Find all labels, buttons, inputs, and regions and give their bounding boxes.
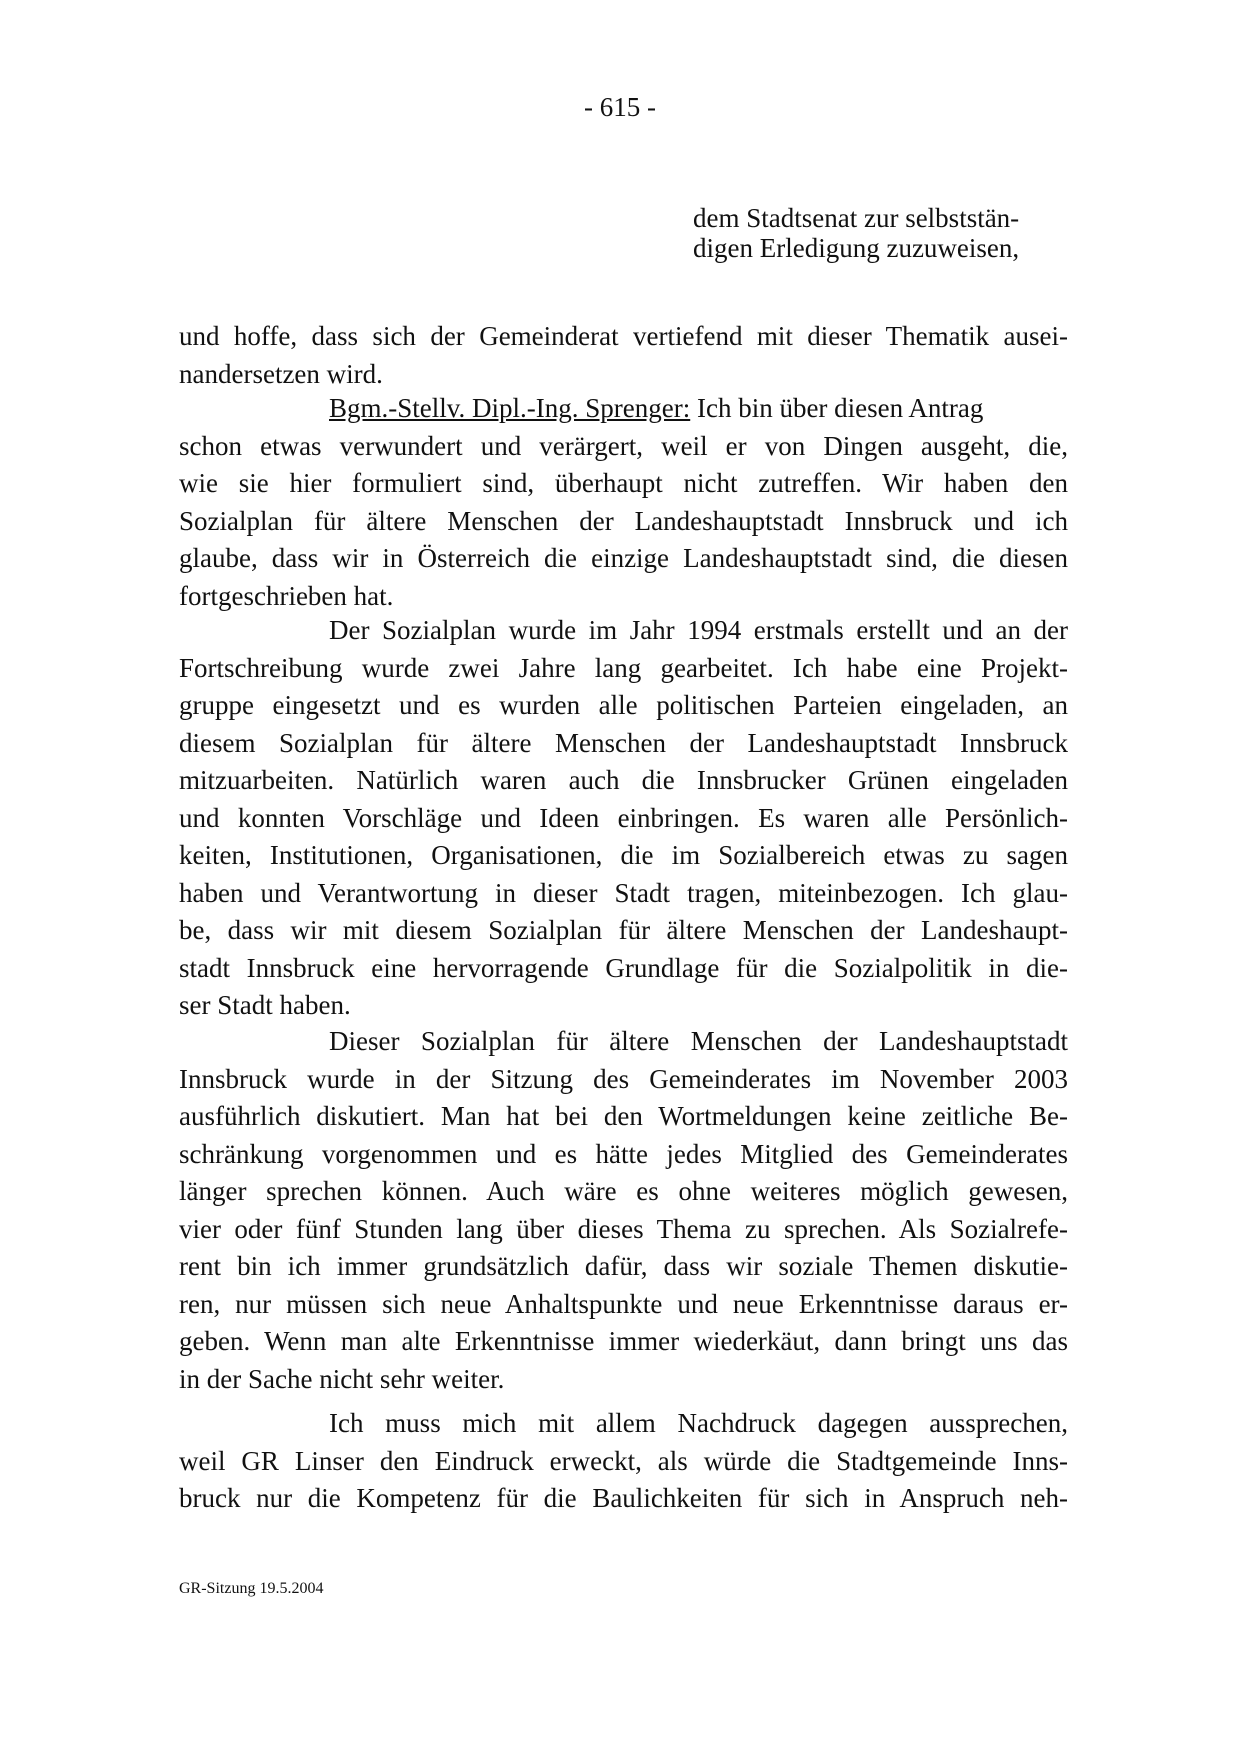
page-number: - 615 -	[584, 92, 656, 122]
paragraph-nachdruck	[179, 1405, 1068, 1518]
text-line: weil GR Linser den Eindruck erweckt, als würde die Stadtgemeinde Inns-	[179, 1445, 1068, 1476]
text-line: Dieser Sozialplan für ältere Menschen der Landeshauptstadt	[329, 1026, 1068, 1056]
text-line: gruppe eingesetzt und es wurden alle politischen Parteien eingeladen, an	[179, 690, 1068, 720]
text-line: haben und Verantwortung in dieser Stadt tragen, miteinbezogen. Ich glau-	[179, 877, 1068, 908]
text-line: ausführlich diskutiert. Man hat bei den Wortmeldungen keine zeitliche Be-	[179, 1101, 1068, 1131]
text-line: rent bin ich immer grundsätzlich dafür, dass wir soziale Themen diskutie-	[179, 1251, 1068, 1281]
text-line: mitzuarbeiten. Natürlich waren auch die Innsbrucker Grünen eingeladen	[179, 765, 1068, 795]
page-footer: GR-Sitzung 19.5.2004	[179, 1580, 324, 1597]
speaker-paragraph	[179, 390, 1068, 615]
text-line: glaube, dass wir in Österreich die einzige Landeshauptstadt sind, die diesen	[179, 543, 1068, 573]
text-line: ser Stadt haben.	[179, 990, 351, 1020]
quote-line: dem Stadtsenat zur selbststän-	[693, 203, 1020, 233]
text-line: Innsbruck wurde in der Sitzung des Gemeinderates im November 2003	[179, 1063, 1068, 1094]
text-line: länger sprechen können. Auch wäre es ohne weiteres möglich gewesen,	[179, 1176, 1068, 1206]
text-line: be, dass wir mit diesem Sozialplan für ältere Menschen der Landeshaupt-	[179, 915, 1068, 945]
text-line: bruck nur die Kompetenz für die Baulichkeiten für sich in Anspruch neh-	[179, 1483, 1068, 1513]
text-line: schränkung vorgenommen und es hätte jedes Mitglied des Gemeinderates	[179, 1138, 1068, 1169]
text-line: Der Sozialplan wurde im Jahr 1994 erstmals erstellt und an der	[329, 615, 1068, 645]
paragraph-sitzung	[179, 1023, 1068, 1406]
text-line: in der Sache nicht sehr weiter.	[179, 1363, 505, 1394]
quoted-motion-text	[693, 203, 1019, 263]
speaker-text: Ich bin über diesen Antrag	[690, 393, 984, 423]
intro-paragraph	[179, 318, 1068, 393]
text-line: Ich muss mich mit allem Nachdruck dagegen aussprechen,	[329, 1408, 1068, 1438]
speaker-line	[179, 390, 1068, 428]
text-line: schon etwas verwundert und verärgert, weil er von Dingen ausgeht, die,	[179, 430, 1068, 461]
text-line: stadt Innsbruck eine hervorragende Grundlage für die Sozialpolitik in die-	[179, 952, 1068, 983]
text-line: ren, nur müssen sich neue Anhaltspunkte und neue Erkenntnisse daraus er-	[179, 1288, 1068, 1319]
text-line: keiten, Institutionen, Organisationen, die im Sozialbereich etwas zu sagen	[179, 840, 1068, 870]
text-line: wie sie hier formuliert sind, überhaupt nicht zutreffen. Wir haben den	[179, 468, 1068, 498]
text-line: diesem Sozialplan für ältere Menschen der Landeshauptstadt Innsbruck	[179, 727, 1068, 758]
text-line: geben. Wenn man alte Erkenntnisse immer wiederkäut, dann bringt uns das	[179, 1326, 1068, 1356]
text-line: Sozialplan für ältere Menschen der Landeshauptstadt Innsbruck und ich	[179, 505, 1068, 536]
text-line: nandersetzen wird.	[179, 358, 383, 389]
text-line: vier oder fünf Stunden lang über dieses Thema zu sprechen. Als Sozialrefe-	[179, 1213, 1068, 1244]
quote-line: digen Erledigung zuzuweisen,	[693, 233, 1020, 263]
paragraph-sozialplan	[179, 612, 1068, 1025]
text-line: fortgeschrieben hat.	[179, 580, 394, 611]
speaker-name: Bgm.-Stellv. Dipl.-Ing. Sprenger:	[329, 393, 691, 423]
text-line: Fortschreibung wurde zwei Jahre lang gearbeitet. Ich habe eine Projekt-	[179, 652, 1068, 683]
text-line: und hoffe, dass sich der Gemeinderat vertiefend mit dieser Thematik ausei-	[179, 321, 1068, 351]
text-line: und konnten Vorschläge und Ideen einbringen. Es waren alle Persönlich-	[179, 802, 1068, 833]
